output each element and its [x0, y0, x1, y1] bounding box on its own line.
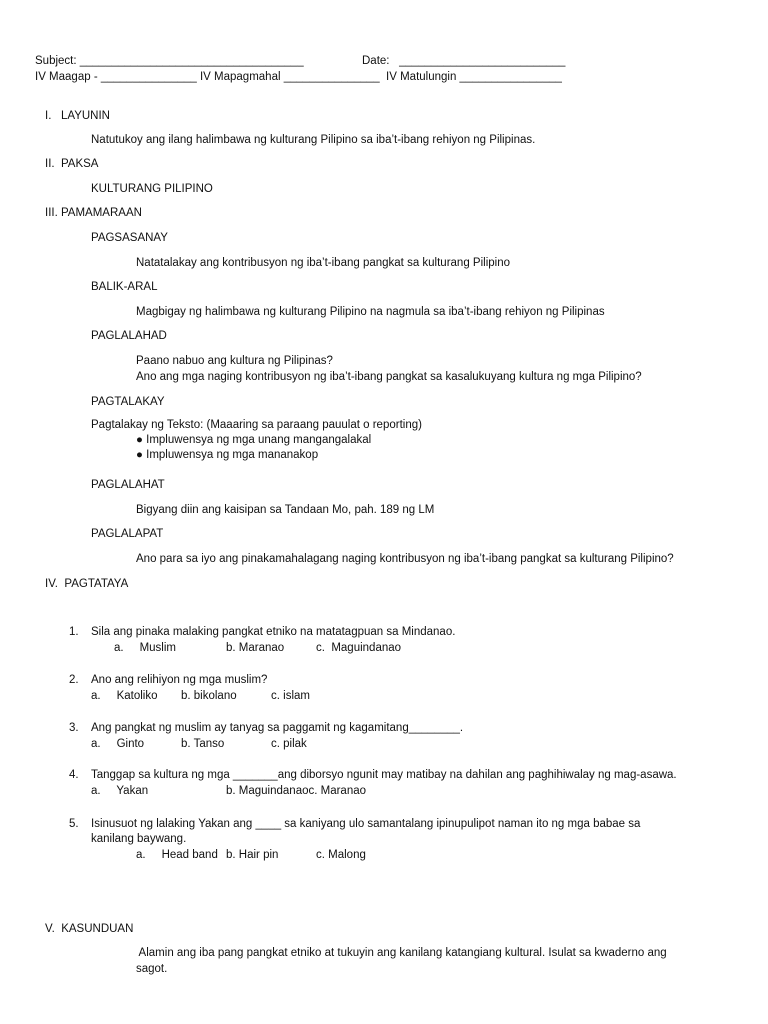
section-line: IV Maagap - _______________ IV Mapagmahal _______________ IV Matulungin ________________: [35, 71, 562, 83]
pagsasanay-text: Natatalakay ang kontribusyon ng iba’t-ibang pangkat sa kulturang Pilipino: [136, 257, 510, 269]
question-1-choice-c: c. Maguindanao: [316, 642, 402, 654]
balik-aral-label: BALIK-ARAL: [91, 281, 158, 293]
question-1-choice-b: b. Maranao: [226, 642, 285, 654]
pagtalakay-intro: Pagtalakay ng Teksto: (Maaaring sa paraang pauulat o reporting): [91, 419, 422, 431]
question-1-choice-a: a. Muslim: [114, 642, 176, 654]
question-3-text: Ang pangkat ng muslim ay tanyag sa paggamit ng kagamitang________.: [91, 722, 464, 734]
question-3-choice-c: c. pilak: [271, 738, 307, 750]
pagsasanay-label: PAGSASANAY: [91, 232, 168, 244]
paglalapat-label: PAGLALAPAT: [91, 528, 164, 540]
kasunduan-line-2: sagot.: [136, 963, 168, 975]
question-4-number: 4.: [69, 769, 79, 781]
subject-line: Subject: ___________________________________: [35, 55, 304, 67]
question-2-choice-b: b. bikolano: [181, 690, 237, 702]
paglalapat-text: Ano para sa iyo ang pinakamahalagang naging kontribusyon ng iba’t-ibang pangkat sa kulturang Pilipino?: [136, 553, 674, 565]
question-3-choice-b: b. Tanso: [181, 738, 225, 750]
question-5-line-2: kanilang baywang.: [91, 833, 187, 845]
paglalahat-text: Bigyang diin ang kaisipan sa Tandaan Mo, pah. 189 ng LM: [136, 504, 435, 516]
pagtataya-heading: IV. PAGTATAYA: [45, 578, 129, 590]
question-2-number: 2.: [69, 674, 79, 686]
paglalahad-label: PAGLALAHAD: [91, 330, 167, 342]
pagtalakay-bullet-1: ● Impluwensya ng mga unang mangangalakal: [136, 434, 372, 446]
paglalahat-label: PAGLALAHAT: [91, 479, 165, 491]
question-4-choice-a: a. Yakan: [91, 785, 149, 797]
question-5-choice-a: a. Head band: [136, 849, 218, 861]
question-1-number: 1.: [69, 626, 79, 638]
pagtalakay-label: PAGTALAKAY: [91, 396, 165, 408]
question-3-number: 3.: [69, 722, 79, 734]
question-4-choice-b: b. Maguindanaoc. Maranao: [226, 785, 367, 797]
layunin-heading: I. LAYUNIN: [45, 110, 110, 122]
paglalahad-line2: Ano ang mga naging kontribusyon ng iba’t-ibang pangkat sa kasalukuyang kultura ng mga Pilipino?: [136, 371, 642, 383]
question-2-choice-c: c. islam: [271, 690, 310, 702]
question-2-choice-a: a. Katoliko: [91, 690, 158, 702]
pamamaraan-heading: III. PAMAMARAAN: [45, 207, 142, 219]
question-5-choice-b: b. Hair pin: [226, 849, 279, 861]
kasunduan-heading: V. KASUNDUAN: [45, 923, 134, 935]
paksa-heading: II. PAKSA: [45, 158, 99, 170]
balik-aral-text: Magbigay ng halimbawa ng kulturang Pilipino na nagmula sa iba’t-ibang rehiyon ng Pilipinas: [136, 306, 605, 318]
question-5-line-1: Isinusuot ng lalaking Yakan ang ____ sa kaniyang ulo samantalang ipinupulipot naman ito ng mga babae sa: [91, 818, 641, 830]
paksa-text: KULTURANG PILIPINO: [91, 183, 213, 195]
question-1-text: Sila ang pinaka malaking pangkat etniko na matatagpuan sa Mindanao.: [91, 626, 456, 638]
paglalahad-line1: Paano nabuo ang kultura ng Pilipinas?: [136, 355, 333, 367]
date-line: Date: __________________________: [362, 55, 566, 67]
question-3-choice-a: a. Ginto: [91, 738, 145, 750]
question-5-number: 5.: [69, 818, 79, 830]
layunin-text: Natutukoy ang ilang halimbawa ng kulturang Pilipino sa iba’t-ibang rehiyon ng Pilipinas.: [91, 134, 536, 146]
pagtalakay-bullet-2: ● Impluwensya ng mga mananakop: [136, 449, 319, 461]
question-4-text: Tanggap sa kultura ng mga _______ang diborsyo ngunit may matibay na dahilan ang paghihiwalay ng mag-asawa.: [91, 769, 677, 781]
question-2-text: Ano ang relihiyon ng mga muslim?: [91, 674, 268, 686]
question-5-choice-c: c. Malong: [316, 849, 366, 861]
kasunduan-line-1: Alamin ang iba pang pangkat etniko at tukuyin ang kanilang katangiang kultural. Isulat sa kwaderno ang: [136, 947, 667, 959]
